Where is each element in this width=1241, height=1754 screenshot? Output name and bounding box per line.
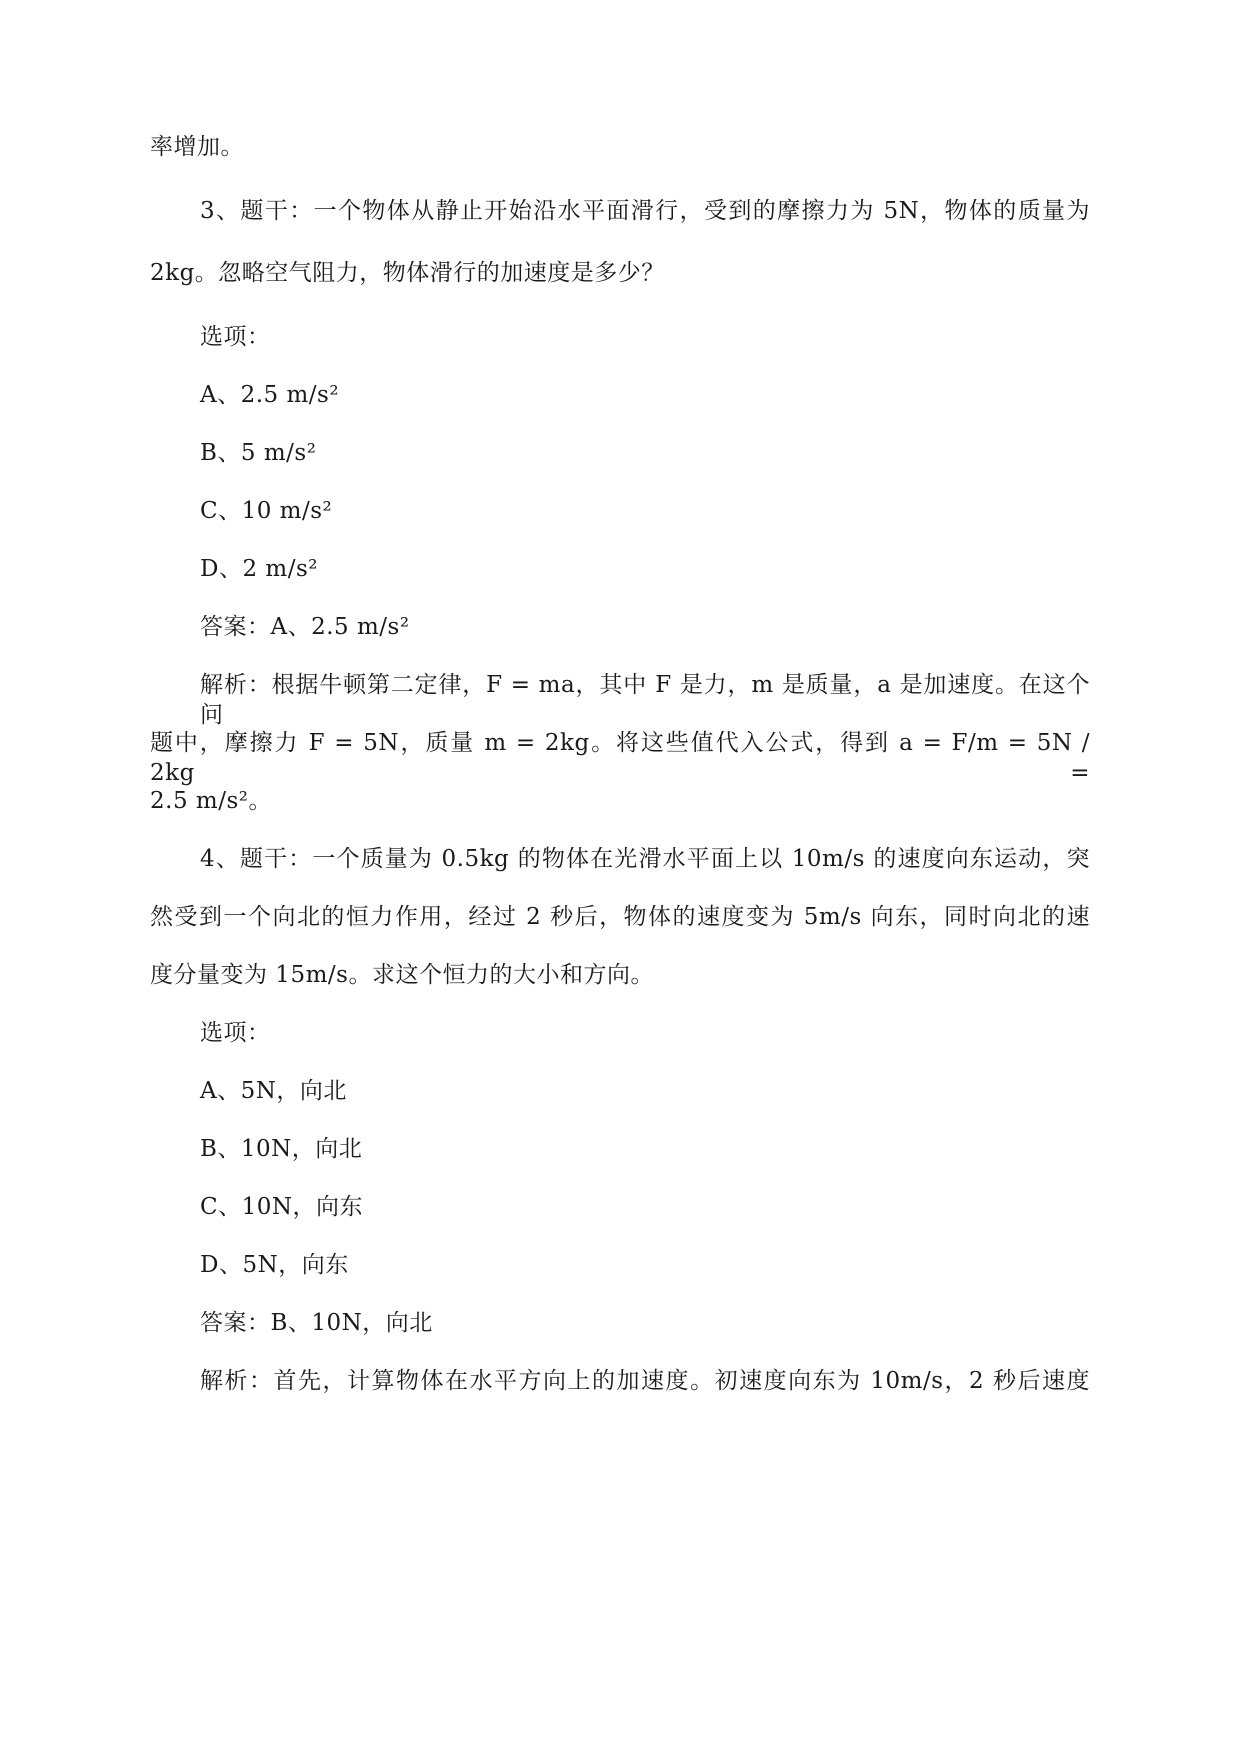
option-a: A、5N，向北	[200, 1078, 347, 1104]
options-label: 选项：	[200, 324, 271, 350]
explanation-line-2: 题中，摩擦力 F = 5N，质量 m = 2kg。将这些值代入公式，得到 a = F/m = 5N / 2kg =	[150, 730, 1090, 786]
text-line: 率增加。	[150, 134, 244, 160]
explanation-line-3: 2.5 m/s²。	[150, 788, 272, 814]
options-label: 选项：	[200, 1020, 271, 1046]
option-b: B、10N，向北	[200, 1136, 363, 1162]
option-c: C、10N，向东	[200, 1194, 363, 1220]
explanation-line-1: 解析：首先，计算物体在水平方向上的加速度。初速度向东为 10m/s，2 秒后速度	[200, 1368, 1090, 1394]
question-3-stem-line-2: 2kg。忽略空气阻力，物体滑行的加速度是多少？	[150, 260, 665, 286]
answer-line: 答案：A、2.5 m/s²	[200, 614, 410, 640]
answer-line: 答案：B、10N，向北	[200, 1310, 433, 1336]
option-a: A、2.5 m/s²	[200, 382, 340, 408]
explanation-line-1: 解析：根据牛顿第二定律，F = ma，其中 F 是力，m 是质量，a 是加速度。在这个问	[200, 672, 1090, 728]
option-b: B、5 m/s²	[200, 440, 317, 466]
question-3-stem-line-1: 3、题干：一个物体从静止开始沿水平面滑行，受到的摩擦力为 5N，物体的质量为	[200, 198, 1090, 224]
question-4-stem-line-3: 度分量变为 15m/s。求这个恒力的大小和方向。	[150, 962, 654, 988]
question-4-stem-line-2: 然受到一个向北的恒力作用，经过 2 秒后，物体的速度变为 5m/s 向东，同时向北的速	[150, 904, 1090, 930]
question-4-stem-line-1: 4、题干：一个质量为 0.5kg 的物体在光滑水平面上以 10m/s 的速度向东运动，突	[200, 846, 1090, 872]
option-c: C、10 m/s²	[200, 498, 333, 524]
option-d: D、2 m/s²	[200, 556, 318, 582]
option-d: D、5N，向东	[200, 1252, 349, 1278]
